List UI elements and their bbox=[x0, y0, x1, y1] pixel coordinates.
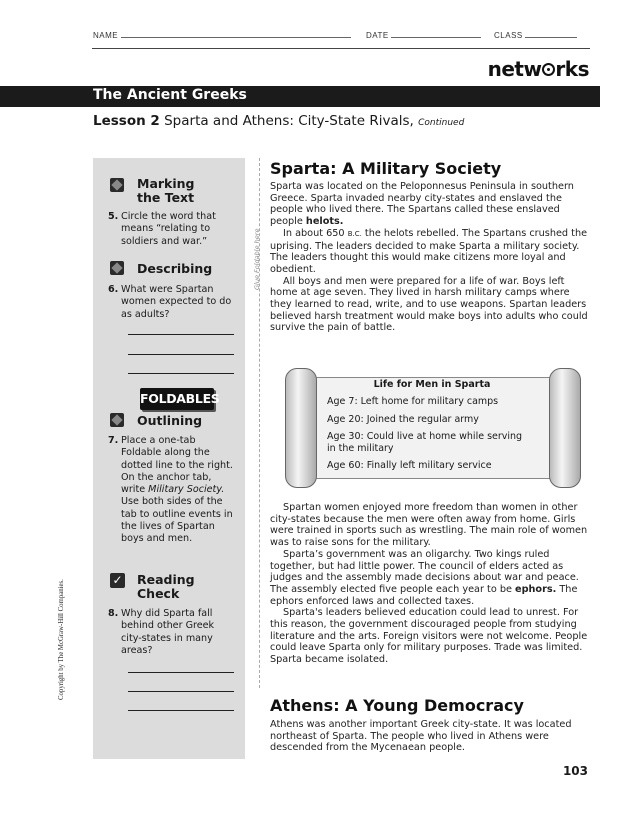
timeline-item: Age 20: Joined the regular army bbox=[327, 414, 479, 425]
scroll-title: Life for Men in Sparta bbox=[373, 379, 491, 390]
networks-logo: netw rks bbox=[487, 57, 589, 81]
answer-line[interactable] bbox=[128, 691, 234, 692]
answer-line[interactable] bbox=[128, 334, 234, 335]
describing-heading: Describing bbox=[137, 261, 213, 276]
question-number: 8. bbox=[108, 608, 119, 619]
outlining-icon bbox=[110, 413, 124, 427]
timeline-item: Age 60: Finally left military service bbox=[327, 460, 492, 471]
describing-icon bbox=[110, 261, 124, 275]
sparta-text-continued bbox=[270, 502, 592, 666]
sidebar bbox=[93, 158, 245, 759]
name-field[interactable] bbox=[93, 29, 351, 40]
paragraph: Spartan women enjoyed more freedom than women in other city-states because the men were often away from home. Girls were trained in sports such as wrestling. The main role of women was to raise sons for the military. bbox=[270, 502, 588, 549]
lesson-name: Sparta and Athens: City-State Rivals, bbox=[164, 113, 414, 129]
question-7 bbox=[108, 435, 236, 546]
paragraph: Sparta's leaders believed education could lead to unrest. For this reason, the government discouraged people from studying literature and the arts. Foreign visitors were not welcome. People could leave Sparta only for military purposes. Trade was limited. Sparta became isolated. bbox=[270, 607, 588, 666]
marking-heading: Marking the Text bbox=[137, 176, 195, 205]
question-8 bbox=[108, 608, 236, 657]
answer-line[interactable] bbox=[128, 354, 234, 355]
reading-check-heading: Reading Check bbox=[137, 572, 195, 601]
athens-text bbox=[270, 719, 592, 754]
name-label: NAME bbox=[93, 31, 119, 40]
paragraph: Sparta was located on the Peloponnesus Peninsula in southern Greece. Sparta invaded nearby city-states and enslaved the people who lived there. The Spartans called these enslaved people helots. bbox=[270, 181, 574, 228]
timeline-item: Age 30: Could live at home while serving in the military bbox=[327, 431, 523, 454]
answer-line[interactable] bbox=[128, 710, 234, 711]
paragraph: All boys and men were prepared for a life of war. Boys left home at age seven. They lived in harsh military camps where they learned to read, write, and to use weapons. Spartan leaders believed harsh treatment would make boys into adults who could survive the pain of battle. bbox=[270, 275, 588, 334]
question-number: 7. bbox=[108, 435, 119, 446]
unit-title: The Ancient Greeks bbox=[93, 87, 247, 103]
unit-title-bar bbox=[0, 86, 600, 107]
vocab-helots: helots. bbox=[305, 216, 344, 228]
question-number: 6. bbox=[108, 284, 119, 295]
question-text: What were Spartan women expected to do as adults? bbox=[121, 284, 232, 320]
sparta-text bbox=[270, 181, 592, 334]
continued-label: Continued bbox=[418, 118, 465, 128]
header-rule bbox=[92, 48, 590, 49]
question-6 bbox=[108, 284, 236, 321]
outlining-heading: Outlining bbox=[137, 413, 203, 428]
question-5 bbox=[108, 211, 236, 248]
paragraph: Sparta’s government was an oligarchy. Two kings ruled together, but had little power. The council of elders acted as judges and the assembly made decisions about war and peace. The assembly elected five people each year to be ephors. The ephors enforced laws and collected taxes. bbox=[270, 548, 579, 607]
checkmark-icon: ✓ bbox=[110, 573, 125, 588]
lesson-number: Lesson 2 bbox=[93, 113, 160, 129]
class-line bbox=[525, 29, 577, 38]
copyright-notice: Copyright by The McGraw-Hill Companies. bbox=[58, 579, 65, 700]
timeline-item: Age 7: Left home for military camps bbox=[327, 396, 499, 407]
sparta-heading: Sparta: A Military Society bbox=[270, 159, 502, 178]
question-text: Why did Sparta fall behind other Greek city-states in many areas? bbox=[121, 608, 215, 656]
answer-line[interactable] bbox=[128, 373, 234, 374]
answer-line[interactable] bbox=[128, 672, 234, 673]
lesson-title bbox=[93, 113, 464, 129]
date-field[interactable] bbox=[366, 29, 481, 40]
glue-foldable-label: Glue Foldable here bbox=[253, 228, 261, 290]
class-field[interactable] bbox=[494, 29, 577, 40]
life-for-men-scroll bbox=[283, 365, 581, 489]
paragraph: In about 650 B.C. the helots rebelled. The Spartans crushed the uprising. The leaders decided to make Sparta a military society. The leaders thought this would make citizens more loyal and obedient. bbox=[270, 227, 588, 275]
vocab-ephors: ephors. bbox=[515, 583, 557, 595]
name-line bbox=[121, 29, 351, 38]
athens-heading: Athens: A Young Democracy bbox=[270, 696, 524, 715]
marking-text-icon bbox=[110, 178, 124, 192]
date-line bbox=[391, 29, 481, 38]
networks-logo-o-icon bbox=[542, 63, 555, 76]
question-text: Circle the word that means “relating to soldiers and war.” bbox=[121, 211, 216, 247]
class-label: CLASS bbox=[494, 31, 523, 40]
paragraph: Athens was another important Greek city-state. It was located northeast of Sparta. The people who lived in Athens were descended from the Mycenaean people. bbox=[270, 719, 572, 754]
date-label: DATE bbox=[366, 31, 389, 40]
question-number: 5. bbox=[108, 211, 119, 222]
foldables-logo: FOLDABLES bbox=[140, 388, 214, 410]
page-number: 103 bbox=[562, 764, 588, 778]
question-text: Place a one-tab Foldable along the dotted line to the right. On the anchor tab, write Military Society. Use both sides of the tab to outline events in the lives of Spartan boys and men. bbox=[121, 435, 233, 545]
